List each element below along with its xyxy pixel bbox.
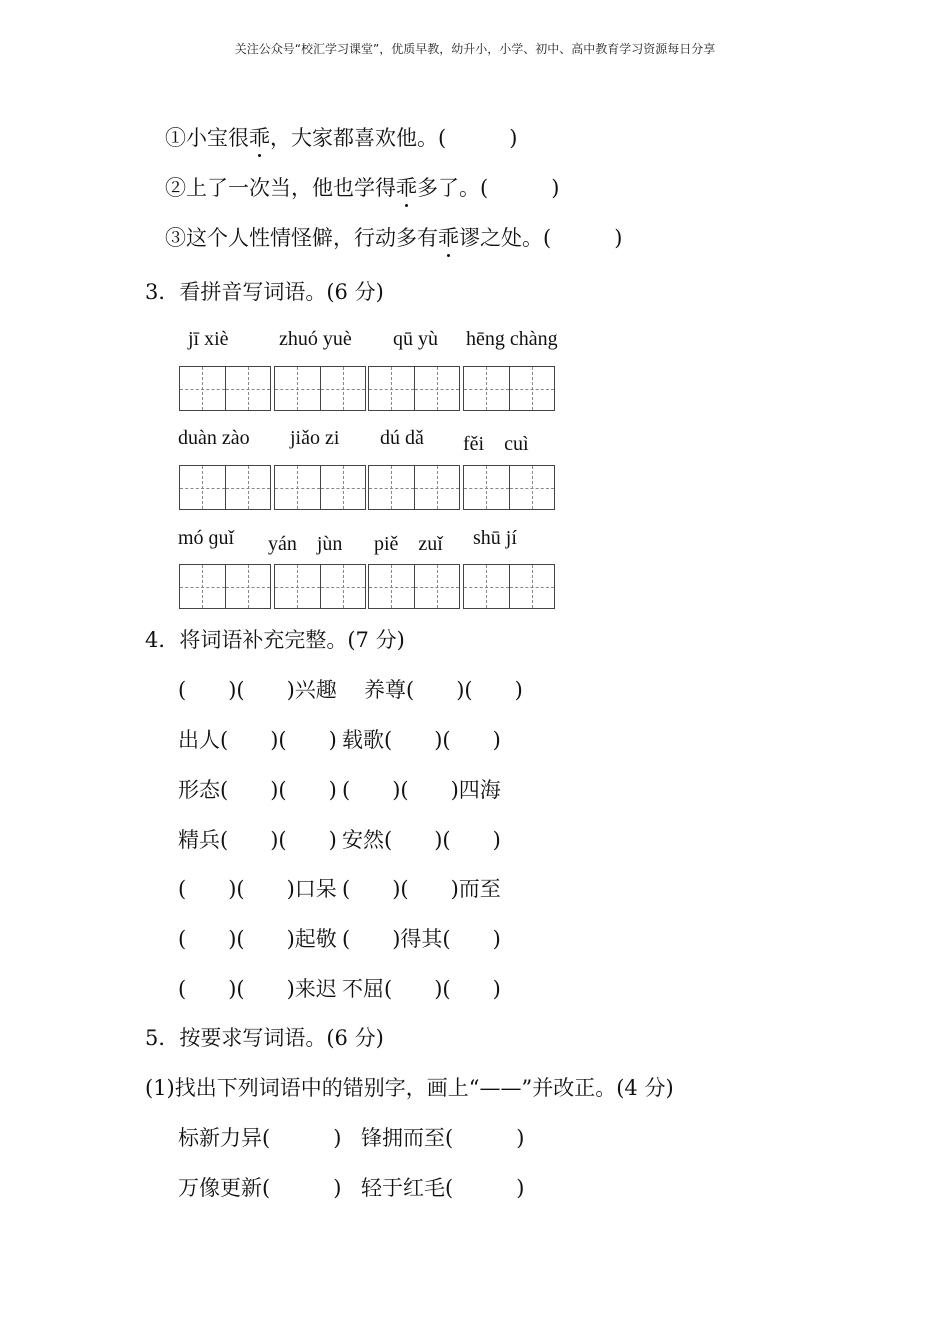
tianzige-box[interactable] <box>368 564 460 609</box>
q5-r1-right: 锋拥而至( ) <box>361 1126 525 1150</box>
q4-r3-left: 形态( )( ) <box>178 778 337 802</box>
q3-title: 3．看拼音写词语。(6 分) <box>145 280 384 304</box>
tianzige-box[interactable] <box>274 366 366 411</box>
q2-item-1-num: ① <box>165 126 186 150</box>
q4-r4-left: 精兵( )( ) <box>178 828 337 852</box>
q2-item-1-pre: 小宝很 <box>186 126 249 150</box>
q2-item-2-pre: 上了一次当，他也学得 <box>186 176 396 200</box>
q5-r2-left: 万像更新( ) <box>178 1176 342 1200</box>
pinyin-r1-1: jī xiè <box>188 328 229 350</box>
q2-item-1-dotted-char: 乖 <box>249 126 270 150</box>
pinyin-r2-4: fěi cuì <box>463 433 529 455</box>
tianzige-box[interactable] <box>368 465 460 510</box>
pinyin-r1-4: hēng chàng <box>466 328 558 350</box>
tianzige-box[interactable] <box>179 366 271 411</box>
pinyin-r1-3: qū yù <box>393 328 438 350</box>
q2-item-3-pre: 这个人性情怪僻，行动多有 <box>186 226 438 250</box>
q4-r7-right: 不屈( )( ) <box>342 977 501 1001</box>
pinyin-r3-3: piě zuǐ <box>374 533 443 555</box>
q4-r2-left: 出人( )( ) <box>178 728 337 752</box>
q2-item-1 <box>165 122 517 152</box>
q5-r2-right: 轻于红毛( ) <box>361 1176 525 1200</box>
q2-item-2-num: ② <box>165 176 186 200</box>
pinyin-r2-1: duàn zào <box>178 427 250 449</box>
q4-r2-right: 载歌( )( ) <box>342 728 501 752</box>
q2-item-3 <box>165 222 622 252</box>
tianzige-box[interactable] <box>274 465 366 510</box>
q4-r4-right: 安然( )( ) <box>342 828 501 852</box>
q4-r6-left: ( )( )起敬 <box>178 927 337 951</box>
q4-title: 4．将词语补充完整。(7 分) <box>145 628 405 652</box>
q2-item-3-post: 谬之处。( ) <box>459 226 623 250</box>
q2-item-3-dotted-char: 乖 <box>438 226 459 250</box>
page-header-notice: 关注公众号“校汇学习课堂”，优质早教，幼升小，小学、初中、高中教育学习资源每日分享 <box>234 42 716 56</box>
pinyin-r3-4: shū jí <box>473 527 517 549</box>
q4-r1-right: 养尊( )( ) <box>364 678 523 702</box>
q4-r1-left: ( )( )兴趣 <box>178 678 337 702</box>
pinyin-r1-2: zhuó yuè <box>279 328 352 350</box>
q2-item-2-dotted-char: 乖 <box>396 176 417 200</box>
tianzige-box[interactable] <box>463 564 555 609</box>
q2-item-1-post: ，大家都喜欢他。( ) <box>270 126 518 150</box>
pinyin-r3-1: mó ɡuǐ <box>178 527 235 549</box>
pinyin-r2-3: dú dǎ <box>380 427 424 449</box>
q4-r3-right: ( )( )四海 <box>342 778 501 802</box>
tianzige-box[interactable] <box>179 465 271 510</box>
tianzige-box[interactable] <box>463 465 555 510</box>
pinyin-r2-2: jiǎo zi <box>290 427 340 449</box>
tianzige-box[interactable] <box>274 564 366 609</box>
q2-item-2-post: 多了。( ) <box>417 176 560 200</box>
q5-r1-left: 标新力异( ) <box>178 1126 342 1150</box>
q2-item-3-num: ③ <box>165 226 186 250</box>
pinyin-r3-2: yán jùn <box>268 533 343 555</box>
q4-r6-right: ( )得其( ) <box>342 927 501 951</box>
q5-title: 5．按要求写词语。(6 分) <box>145 1026 384 1050</box>
q5-sub1-instruction: (1)找出下列词语中的错别字，画上“——”并改正。(4 分) <box>145 1076 674 1100</box>
q4-r5-right: ( )( )而至 <box>342 877 501 901</box>
tianzige-box[interactable] <box>179 564 271 609</box>
q4-r7-left: ( )( )来迟 <box>178 977 337 1001</box>
tianzige-box[interactable] <box>368 366 460 411</box>
q2-item-2 <box>165 172 559 202</box>
tianzige-box[interactable] <box>463 366 555 411</box>
q4-r5-left: ( )( )口呆 <box>178 877 337 901</box>
